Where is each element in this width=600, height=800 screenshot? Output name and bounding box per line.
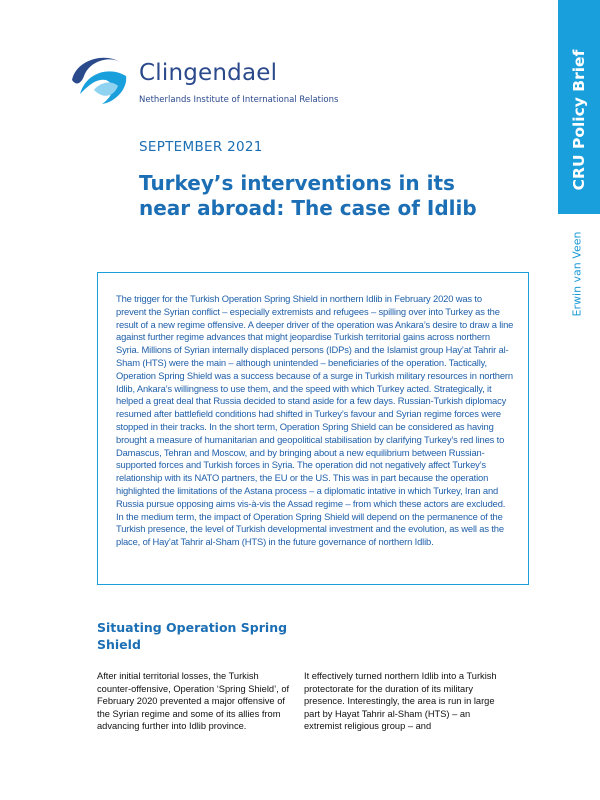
summary-text: The trigger for the Turkish Operation Spring Shield in northern Idlib in February 2020 was to prevent the Syrian conflict – especially extremists and refugees – spilling over into Turkey as the result of a new regime offensive. A deeper driver of the operation was Ankara’s desire to draw a line against further regime advances that might jeopardise Turkish territorial gains across northern Syria. Millions of Syrian internally displaced persons (IDPs) and the Islamist group Hay’at Tahrir al-Sham (HTS) were the main – although unintended – beneficiaries of the operation. Tactically, Operation Spring Shield was a success because of a surge in Turkish military resources in northern Idlib, Ankara’s willingness to use them, and the speed with which Turkey acted. Strategically, it helped a great deal that Russia decided to stand aside for a few days. Russian-Turkish diplomacy resumed after battlefield conditions had shifted in Turkey’s favour and Syrian regime forces were stopped in their tracks. In the short term, Operation Spring Shield can be considered as having brought a measure of humanitarian and geopolitical stabilisation by clarifying Turkey’s red lines to Damascus, Tehran and Moscow, and by bringing about a new equilibrium between Russian-supported forces and Turkish forces in Syria. The operation did not negatively affect Turkey’s relationship with its NATO partners, the EU or the US. This was in part because the operation highlighted the limitations of the Astana process – a diplomatic intative in which Turkey, Iran and Russia pursue opposing aims vis-à-vis the Assad regime – from which these actors are excluded. In the medium term, the impact of Operation Spring Shield will depend on the permanence of the Turkish presence, the level of Turkish developmental investment and the evolution, as well as the place, of Hay’at Tahrir al-Sham (HTS) in the future governance of northern Idlib. xyxy=(116,293,514,548)
org-name: Clingendael xyxy=(139,60,278,86)
series-tab xyxy=(558,0,600,214)
page-title xyxy=(139,171,499,221)
publication-date: SEPTEMBER 2021 xyxy=(139,139,263,155)
title-line-2: near abroad: The case of Idlib xyxy=(139,196,477,220)
series-label: CRU Policy Brief xyxy=(570,49,588,191)
section-heading: Situating Operation Spring Shield xyxy=(97,620,288,652)
author-name: Erwin van Veen xyxy=(570,231,584,317)
org-subtitle: Netherlands Institute of International Relations xyxy=(139,95,339,105)
body-column-right: It effectively turned northern Idlib into a Turkish protectorate for the duration of its military presence. Interestingly, the area is run in large part by Hayat Tahrir al-Sham (HTS) – an extremist religious group – and xyxy=(304,671,497,732)
body-column-left: After initial territorial losses, the Turkish counter-offensive, Operation ‘Spring Shield’, of February 2020 prevented a major offensive of the Syrian regime and some of its allies from advancing further into Idlib province. xyxy=(97,671,290,732)
title-line-1: Turkey’s interventions in its xyxy=(139,171,455,195)
clingendael-logo xyxy=(66,50,132,106)
